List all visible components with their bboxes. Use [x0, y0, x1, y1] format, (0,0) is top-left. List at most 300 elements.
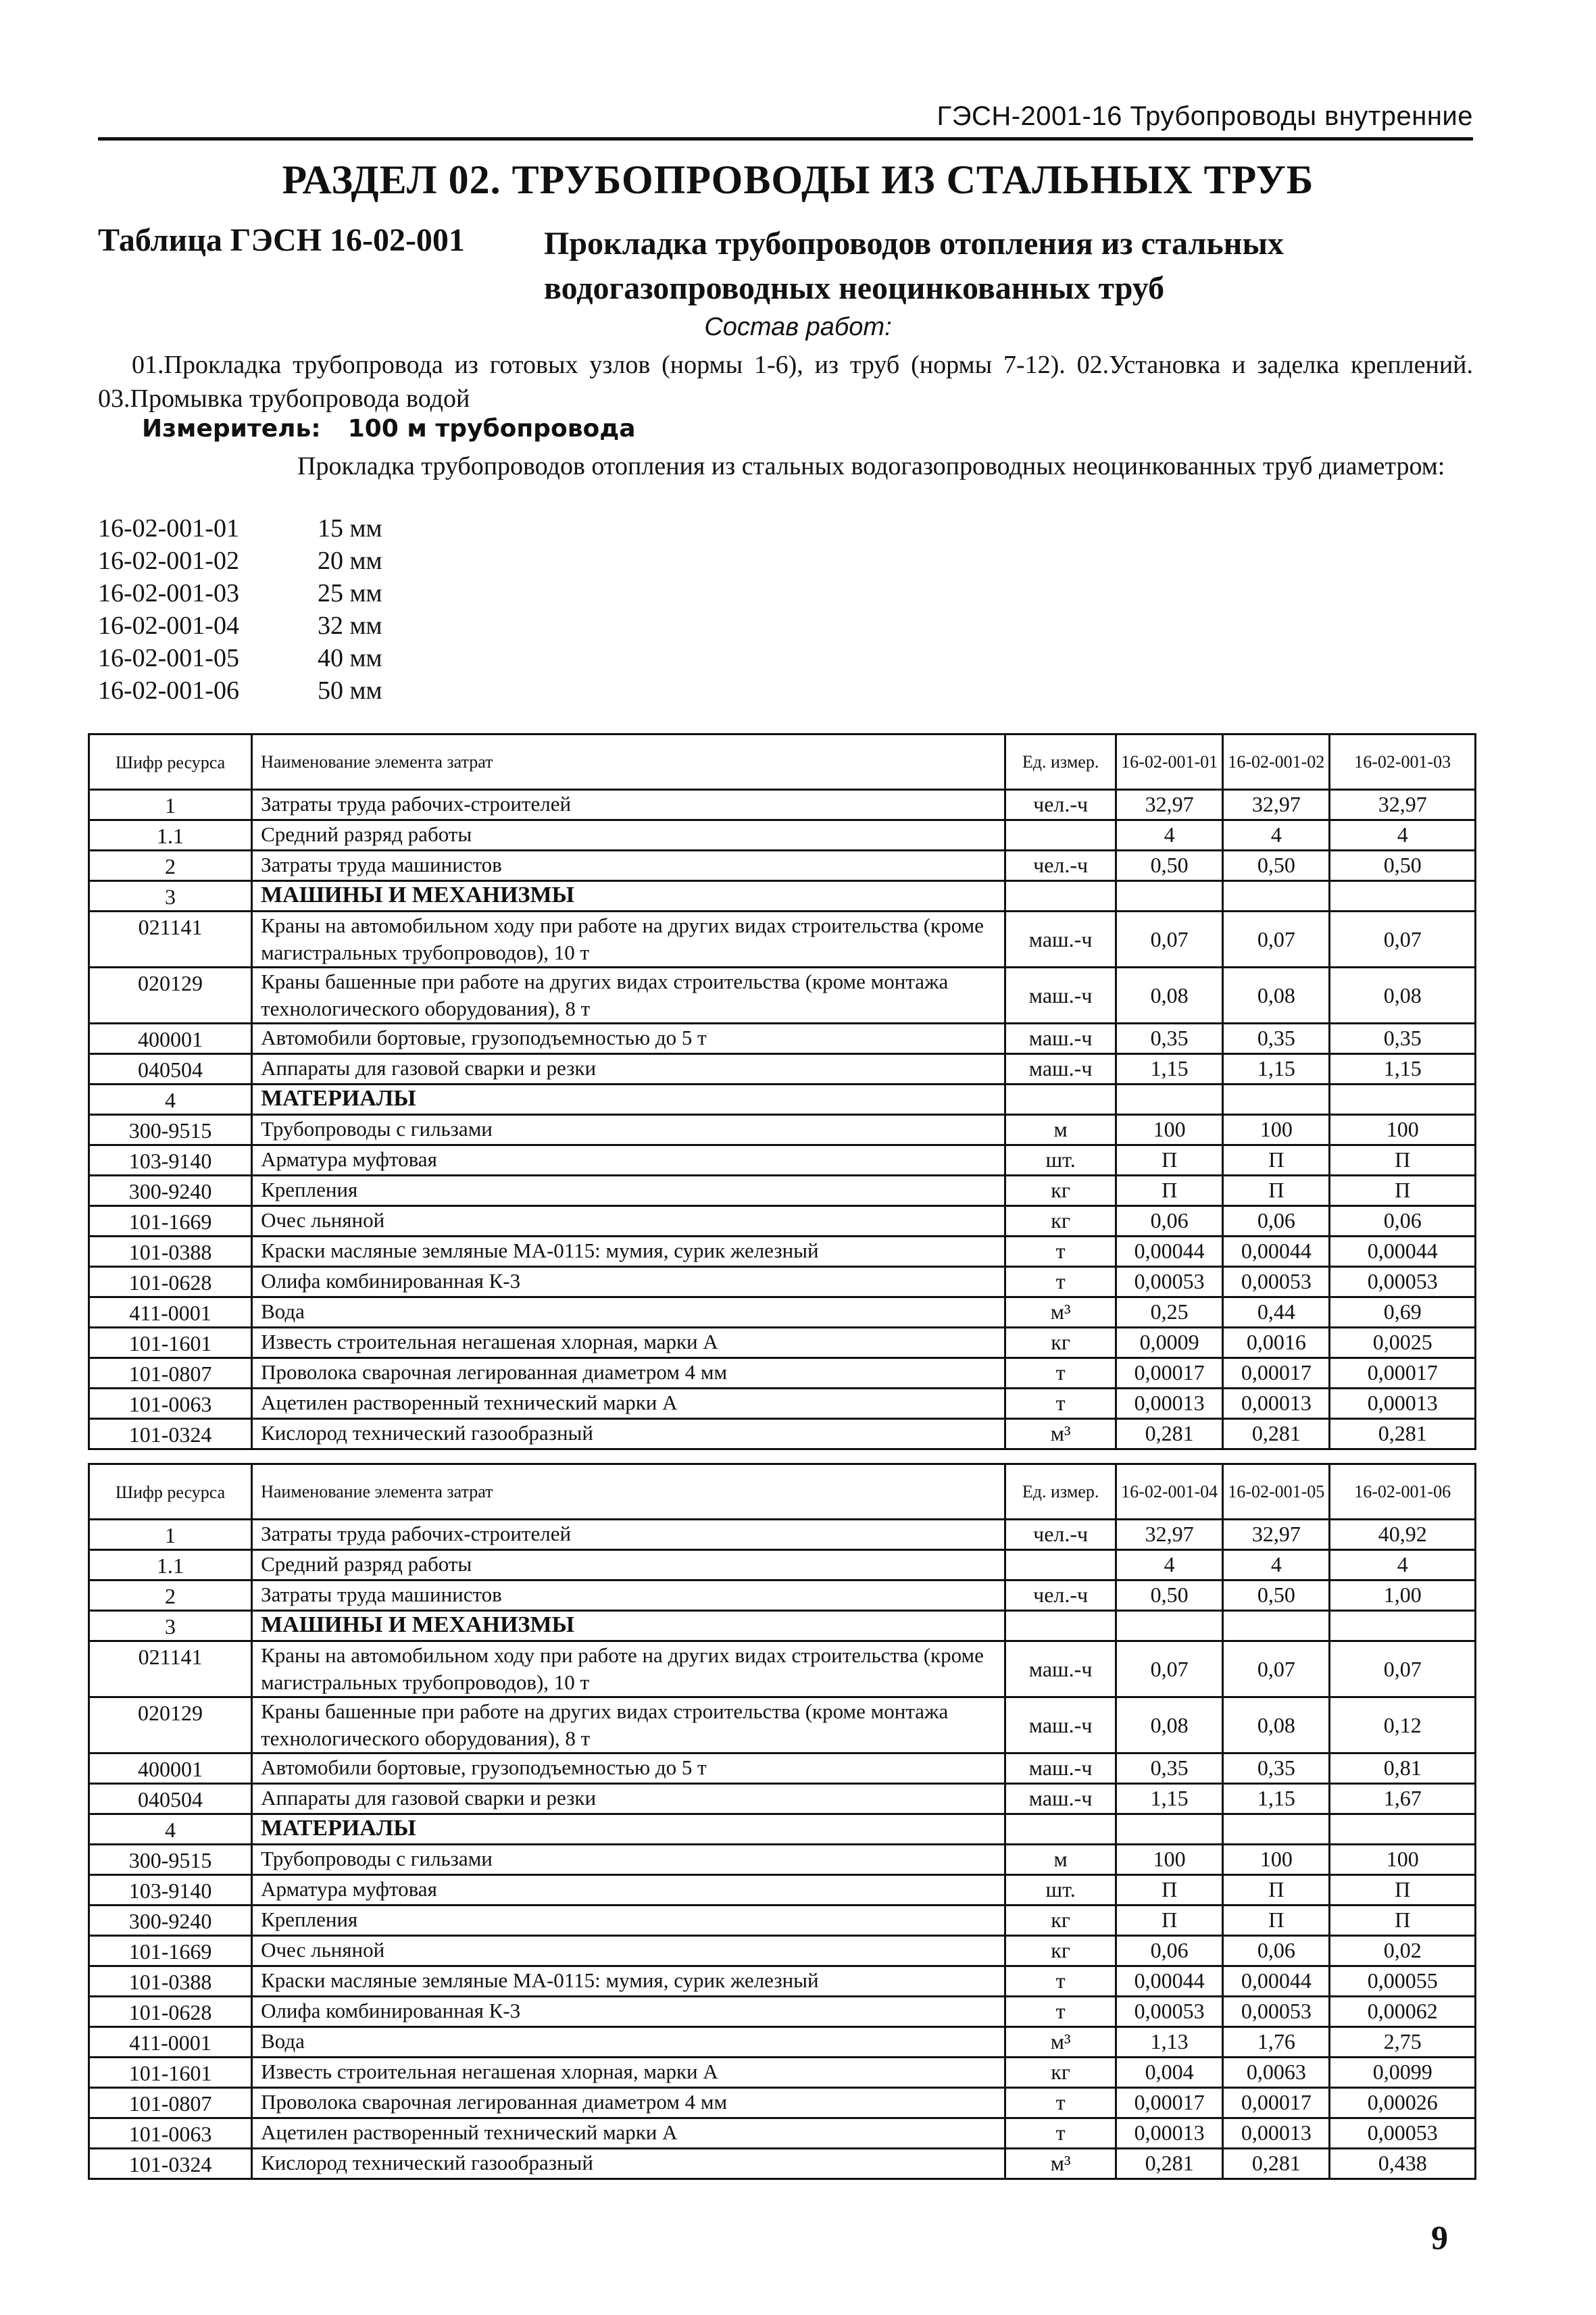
resource-unit: кг	[1005, 1906, 1116, 1936]
resource-value: П	[1330, 1906, 1476, 1936]
resource-value: 0,00013	[1330, 1389, 1476, 1419]
resource-code: 411-0001	[89, 1297, 252, 1328]
resource-value: 0,08	[1116, 968, 1223, 1024]
resource-value: П	[1223, 1875, 1330, 1906]
resource-value: 32,97	[1223, 1520, 1330, 1550]
resource-value: 0,07	[1223, 912, 1330, 968]
resource-name: Автомобили бортовые, грузоподъемностью до 5 т	[252, 1024, 1005, 1054]
resource-value: П	[1330, 1176, 1476, 1206]
resource-code: 4	[89, 1085, 252, 1115]
diameter-code: 16-02-001-06	[98, 676, 239, 705]
resource-value: 0,07	[1223, 1641, 1330, 1697]
resource-name: Затраты труда рабочих-строителей	[252, 1520, 1005, 1550]
resource-name: Известь строительная негашеная хлорная, марки А	[252, 1328, 1005, 1358]
measure-label: Измеритель:	[142, 415, 321, 443]
resource-code: 3	[89, 1611, 252, 1641]
resource-name: Краны на автомобильном ходу при работе на других видах строительства (кроме магистральных трубопроводов), 10 т	[252, 912, 1005, 968]
resource-value: 0,07	[1116, 912, 1223, 968]
table-row	[89, 2149, 1476, 2179]
resource-name: Затраты труда машинистов	[252, 1580, 1005, 1611]
resource-value	[1116, 881, 1223, 912]
resource-value: 32,97	[1223, 790, 1330, 820]
table-row	[89, 1845, 1476, 1875]
table-row	[89, 2088, 1476, 2118]
table-row	[89, 1054, 1476, 1085]
measure-line	[142, 415, 663, 443]
resource-code: 101-0807	[89, 2088, 252, 2118]
resource-value	[1116, 1085, 1223, 1115]
resource-value: 0,50	[1223, 851, 1330, 881]
resource-code: 101-0063	[89, 1389, 252, 1419]
resource-value: 0,0016	[1223, 1328, 1330, 1358]
composition-text: 01.Прокладка трубопровода из готовых узлов (нормы 1-6), из труб (нормы 7-12). 02.Установка и заделка креплений. 03.Промывка трубопровода водой	[98, 351, 1473, 413]
resource-value: 0,0063	[1223, 2058, 1330, 2088]
resource-value: 0,004	[1116, 2058, 1223, 2088]
resource-unit: м³	[1005, 2027, 1116, 2058]
resource-name: Краны на автомобильном ходу при работе на других видах строительства (кроме магистральных трубопроводов), 10 т	[252, 1641, 1005, 1697]
resource-unit: кг	[1005, 1936, 1116, 1966]
resource-code: 101-0063	[89, 2118, 252, 2149]
header-norm-code: 16-02-001-05	[1223, 1464, 1330, 1520]
resource-value: 0,00053	[1116, 1997, 1223, 2027]
resource-value: 1,15	[1116, 1054, 1223, 1085]
resource-unit: кг	[1005, 1206, 1116, 1237]
resource-code: 300-9515	[89, 1845, 252, 1875]
resource-code: 021141	[89, 912, 252, 968]
resource-value: 0,35	[1223, 1753, 1330, 1784]
table-row	[89, 968, 1476, 1024]
diameter-list	[98, 514, 382, 708]
diameter-size: 20 мм	[318, 547, 382, 575]
table-row	[89, 2027, 1476, 2058]
resource-value: 0,281	[1330, 1419, 1476, 1449]
resource-name: Известь строительная негашеная хлорная, марки А	[252, 2058, 1005, 2088]
diameter-row	[98, 676, 382, 708]
diameter-row	[98, 578, 382, 611]
table-row	[89, 1936, 1476, 1966]
resource-value: 0,50	[1223, 1580, 1330, 1611]
diameter-size: 40 мм	[318, 644, 382, 672]
resource-value	[1116, 1611, 1223, 1641]
table-row	[89, 820, 1476, 851]
resource-name: Крепления	[252, 1906, 1005, 1936]
resource-value: 1,15	[1330, 1054, 1476, 1085]
resource-value: 0,0099	[1330, 2058, 1476, 2088]
resource-value: П	[1223, 1906, 1330, 1936]
header-code: Шифр ресурса	[89, 1464, 252, 1520]
resource-name: Аппараты для газовой сварки и резки	[252, 1054, 1005, 1085]
resource-name: Трубопроводы с гильзами	[252, 1845, 1005, 1875]
table-row	[89, 1024, 1476, 1054]
resource-value: 100	[1330, 1115, 1476, 1145]
table-row	[89, 1206, 1476, 1237]
resource-code: 103-9140	[89, 1875, 252, 1906]
header-code: Шифр ресурса	[89, 735, 252, 790]
resource-value: 0,00053	[1223, 1997, 1330, 2027]
header-norm-code: 16-02-001-02	[1223, 735, 1330, 790]
resource-value: 0,44	[1223, 1297, 1330, 1328]
resource-value: П	[1116, 1176, 1223, 1206]
resource-code: 101-0324	[89, 1419, 252, 1449]
table-label: Таблица ГЭСН 16-02-001	[98, 222, 465, 258]
resource-value: 0,00053	[1116, 1267, 1223, 1297]
resource-value: 0,12	[1330, 1697, 1476, 1753]
table-row	[89, 1085, 1476, 1115]
resource-unit: т	[1005, 2118, 1116, 2149]
resource-value: 0,08	[1330, 968, 1476, 1024]
diameter-size: 25 мм	[318, 579, 382, 607]
resource-value: 0,07	[1330, 1641, 1476, 1697]
resource-value: 1,76	[1223, 2027, 1330, 2058]
resource-name: Вода	[252, 2027, 1005, 2058]
resource-value: 0,50	[1330, 851, 1476, 881]
diameter-size: 15 мм	[318, 514, 382, 543]
resource-name: Олифа комбинированная К-3	[252, 1267, 1005, 1297]
resource-value: 1,15	[1223, 1054, 1330, 1085]
resource-value: 0,00017	[1330, 1358, 1476, 1389]
resource-code: 040504	[89, 1784, 252, 1814]
resource-unit: маш.-ч	[1005, 1641, 1116, 1697]
resource-value	[1223, 1814, 1330, 1845]
resource-value: 2,75	[1330, 2027, 1476, 2058]
resource-code: 2	[89, 851, 252, 881]
resource-name: МАШИНЫ И МЕХАНИЗМЫ	[252, 1611, 1005, 1641]
header-unit: Ед. измер.	[1005, 735, 1116, 790]
header-norm-code: 16-02-001-01	[1116, 735, 1223, 790]
resource-value: 4	[1116, 820, 1223, 851]
resource-name: Крепления	[252, 1176, 1005, 1206]
resource-unit	[1005, 820, 1116, 851]
resource-code: 101-0388	[89, 1237, 252, 1267]
resource-value: 40,92	[1330, 1520, 1476, 1550]
resource-unit: кг	[1005, 1328, 1116, 1358]
resource-name: Очес льняной	[252, 1936, 1005, 1966]
table-row	[89, 1389, 1476, 1419]
resource-unit: чел.-ч	[1005, 790, 1116, 820]
table-row	[89, 1419, 1476, 1449]
resource-name: Кислород технический газообразный	[252, 1419, 1005, 1449]
resource-value: 0,08	[1223, 1697, 1330, 1753]
diameter-row	[98, 611, 382, 643]
resource-value: 32,97	[1330, 790, 1476, 820]
resource-unit: т	[1005, 2088, 1116, 2118]
resource-code: 020129	[89, 968, 252, 1024]
resource-value: П	[1223, 1176, 1330, 1206]
resource-code: 300-9240	[89, 1906, 252, 1936]
resource-name: Арматура муфтовая	[252, 1875, 1005, 1906]
resource-value: 0,06	[1116, 1936, 1223, 1966]
resource-name: Кислород технический газообразный	[252, 2149, 1005, 2179]
resource-value: П	[1116, 1906, 1223, 1936]
header-title: ГЭСН-2001-16 Трубопроводы внутренние	[937, 101, 1473, 131]
resource-value: 0,35	[1116, 1753, 1223, 1784]
table-row	[89, 1906, 1476, 1936]
resource-value: 32,97	[1116, 790, 1223, 820]
resource-value	[1330, 1814, 1476, 1845]
resource-value: 0,06	[1223, 1206, 1330, 1237]
resource-value: 0,281	[1223, 1419, 1330, 1449]
resource-name: Затраты труда машинистов	[252, 851, 1005, 881]
resource-value: 0,00055	[1330, 1966, 1476, 1997]
resource-value: 0,07	[1330, 912, 1476, 968]
table-row	[89, 1237, 1476, 1267]
resource-name: Краски масляные земляные МА-0115: мумия, сурик железный	[252, 1966, 1005, 1997]
resource-name: Арматура муфтовая	[252, 1145, 1005, 1176]
resource-unit: чел.-ч	[1005, 851, 1116, 881]
header-norm-code: 16-02-001-06	[1330, 1464, 1476, 1520]
resource-value: 0,07	[1116, 1641, 1223, 1697]
resource-name: Проволока сварочная легированная диаметром 4 мм	[252, 1358, 1005, 1389]
resource-value: 0,06	[1330, 1206, 1476, 1237]
diameter-row	[98, 546, 382, 578]
resource-code: 400001	[89, 1024, 252, 1054]
resource-code: 101-0807	[89, 1358, 252, 1389]
table-row	[89, 1176, 1476, 1206]
running-header	[98, 95, 1473, 141]
resource-value: 0,08	[1223, 968, 1330, 1024]
resource-value: 0,438	[1330, 2149, 1476, 2179]
resource-name: Проволока сварочная легированная диаметром 4 мм	[252, 2088, 1005, 2118]
resource-unit	[1005, 1814, 1116, 1845]
resource-unit: чел.-ч	[1005, 1580, 1116, 1611]
resource-name: Автомобили бортовые, грузоподъемностью до 5 т	[252, 1753, 1005, 1784]
resource-code: 1.1	[89, 1550, 252, 1580]
resource-value: 4	[1223, 1550, 1330, 1580]
resource-code: 020129	[89, 1697, 252, 1753]
resource-value: 100	[1223, 1845, 1330, 1875]
resource-value: 0,00017	[1116, 2088, 1223, 2118]
table-row	[89, 1267, 1476, 1297]
resource-code: 400001	[89, 1753, 252, 1784]
resource-unit: маш.-ч	[1005, 1024, 1116, 1054]
resource-value: 0,00044	[1116, 1966, 1223, 1997]
resource-value: 0,06	[1223, 1936, 1330, 1966]
resource-unit	[1005, 1550, 1116, 1580]
resource-value	[1223, 1611, 1330, 1641]
resource-value: 100	[1116, 1845, 1223, 1875]
resource-value: 0,0009	[1116, 1328, 1223, 1358]
resource-name: Трубопроводы с гильзами	[252, 1115, 1005, 1145]
resource-value: 1,67	[1330, 1784, 1476, 1814]
table-row	[89, 1328, 1476, 1358]
table-row	[89, 1753, 1476, 1784]
resource-value: 0,00017	[1223, 2088, 1330, 2118]
resource-unit: т	[1005, 1358, 1116, 1389]
table-row	[89, 2058, 1476, 2088]
resource-value	[1330, 1085, 1476, 1115]
table-header-row	[89, 735, 1476, 790]
resource-value: 0,25	[1116, 1297, 1223, 1328]
resource-name: МАТЕРИАЛЫ	[252, 1814, 1005, 1845]
diameter-code: 16-02-001-01	[98, 514, 239, 543]
resource-code: 1.1	[89, 820, 252, 851]
resource-code: 300-9240	[89, 1176, 252, 1206]
diameter-code: 16-02-001-03	[98, 579, 239, 607]
resource-code: 101-0388	[89, 1966, 252, 1997]
table-row	[89, 1814, 1476, 1845]
resource-code: 3	[89, 881, 252, 912]
resource-code: 411-0001	[89, 2027, 252, 2058]
table-row	[89, 1697, 1476, 1753]
resource-value: 0,35	[1330, 1024, 1476, 1054]
resource-unit: м³	[1005, 1297, 1116, 1328]
resource-unit: маш.-ч	[1005, 912, 1116, 968]
measure-value: 100 м трубопровода	[347, 415, 636, 443]
resource-unit: чел.-ч	[1005, 1520, 1116, 1550]
resource-value: 0,00053	[1330, 1267, 1476, 1297]
resource-unit: т	[1005, 1997, 1116, 2027]
resource-unit: кг	[1005, 2058, 1116, 2088]
resource-value	[1116, 1814, 1223, 1845]
resource-value: 4	[1116, 1550, 1223, 1580]
table-header-row	[89, 1464, 1476, 1520]
resource-code: 101-1601	[89, 1328, 252, 1358]
header-name: Наименование элемента затрат	[252, 735, 1005, 790]
header-norm-code: 16-02-001-03	[1330, 735, 1476, 790]
resource-value: 4	[1330, 820, 1476, 851]
resource-code: 300-9515	[89, 1115, 252, 1145]
resource-code: 021141	[89, 1641, 252, 1697]
resource-value: 0,00044	[1223, 1237, 1330, 1267]
resource-code: 103-9140	[89, 1145, 252, 1176]
resource-value: 4	[1330, 1550, 1476, 1580]
resource-unit: т	[1005, 1389, 1116, 1419]
resource-name: Средний разряд работы	[252, 1550, 1005, 1580]
resource-value: 0,35	[1116, 1024, 1223, 1054]
resource-unit	[1005, 1611, 1116, 1641]
resource-code: 4	[89, 1814, 252, 1845]
resource-value: 0,00053	[1330, 2118, 1476, 2149]
resource-unit: м	[1005, 1845, 1116, 1875]
resource-value: 0,0025	[1330, 1328, 1476, 1358]
table-row	[89, 1520, 1476, 1550]
resource-name: МАШИНЫ И МЕХАНИЗМЫ	[252, 881, 1005, 912]
norm-description: Прокладка трубопроводов отопления из стальных водогазопроводных неоцинкованных труб диаметром:	[297, 452, 1445, 480]
resource-table-1	[88, 733, 1476, 1450]
resource-code: 2	[89, 1580, 252, 1611]
page-number: 9	[1431, 2218, 1448, 2256]
resource-value	[1330, 1611, 1476, 1641]
resource-value: 0,00013	[1116, 1389, 1223, 1419]
resource-name: МАТЕРИАЛЫ	[252, 1085, 1005, 1115]
table-row	[89, 1145, 1476, 1176]
resource-value: 0,00026	[1330, 2088, 1476, 2118]
resource-unit: маш.-ч	[1005, 1697, 1116, 1753]
resource-unit: маш.-ч	[1005, 1054, 1116, 1085]
resource-value: 0,00013	[1223, 2118, 1330, 2149]
header-norm-code: 16-02-001-04	[1116, 1464, 1223, 1520]
resource-name: Ацетилен растворенный технический марки А	[252, 1389, 1005, 1419]
resource-name: Олифа комбинированная К-3	[252, 1997, 1005, 2027]
table-row	[89, 1611, 1476, 1641]
table-row	[89, 912, 1476, 968]
resource-unit: шт.	[1005, 1875, 1116, 1906]
resource-value: 0,35	[1223, 1024, 1330, 1054]
resource-value: 1,15	[1116, 1784, 1223, 1814]
header-unit: Ед. измер.	[1005, 1464, 1116, 1520]
resource-code: 101-0324	[89, 2149, 252, 2179]
table-title: Прокладка трубопроводов отопления из стальных водогазопроводных неоцинкованных труб	[544, 226, 1284, 306]
resource-value: П	[1116, 1875, 1223, 1906]
table-row	[89, 1580, 1476, 1611]
table-row	[89, 1875, 1476, 1906]
resource-unit: м	[1005, 1115, 1116, 1145]
table-row	[89, 1784, 1476, 1814]
resource-unit: маш.-ч	[1005, 1784, 1116, 1814]
resource-code: 1	[89, 1520, 252, 1550]
resource-table-2	[88, 1463, 1476, 2180]
resource-value: 0,00017	[1116, 1358, 1223, 1389]
resource-value: 0,00044	[1330, 1237, 1476, 1267]
resource-value: П	[1330, 1145, 1476, 1176]
diameter-code: 16-02-001-05	[98, 644, 239, 672]
resource-value: 0,281	[1116, 2149, 1223, 2179]
resource-name: Ацетилен растворенный технический марки А	[252, 2118, 1005, 2149]
resource-name: Средний разряд работы	[252, 820, 1005, 851]
resource-value: 1,00	[1330, 1580, 1476, 1611]
diameter-size: 50 мм	[318, 676, 382, 705]
resource-unit	[1005, 1085, 1116, 1115]
resource-code: 1	[89, 790, 252, 820]
resource-value: 32,97	[1116, 1520, 1223, 1550]
resource-unit: маш.-ч	[1005, 1753, 1116, 1784]
resource-value: 0,00013	[1223, 1389, 1330, 1419]
resource-unit: маш.-ч	[1005, 968, 1116, 1024]
resource-value	[1223, 881, 1330, 912]
resource-name: Краны башенные при работе на других видах строительства (кроме монтажа технологического оборудования), 8 т	[252, 1697, 1005, 1753]
resource-value	[1330, 881, 1476, 912]
resource-value: 100	[1116, 1115, 1223, 1145]
resource-value: П	[1223, 1145, 1330, 1176]
resource-code: 101-1601	[89, 2058, 252, 2088]
table-row	[89, 1550, 1476, 1580]
table-row	[89, 851, 1476, 881]
table-row	[89, 1115, 1476, 1145]
resource-value: 0,50	[1116, 1580, 1223, 1611]
diameter-code: 16-02-001-04	[98, 612, 239, 640]
table-row	[89, 1997, 1476, 2027]
header-name: Наименование элемента затрат	[252, 1464, 1005, 1520]
resource-value: П	[1330, 1875, 1476, 1906]
resource-unit: м³	[1005, 2149, 1116, 2179]
resource-name: Краски масляные земляные МА-0115: мумия, сурик железный	[252, 1237, 1005, 1267]
resource-value: 1,13	[1116, 2027, 1223, 2058]
resource-unit: м³	[1005, 1419, 1116, 1449]
table-row	[89, 1641, 1476, 1697]
resource-value: 1,15	[1223, 1784, 1330, 1814]
resource-code: 101-0628	[89, 1267, 252, 1297]
resource-value: 4	[1223, 820, 1330, 851]
resource-unit: т	[1005, 1966, 1116, 1997]
resource-value: 0,00044	[1223, 1966, 1330, 1997]
resource-value: 0,08	[1116, 1697, 1223, 1753]
resource-value: 0,81	[1330, 1753, 1476, 1784]
resource-code: 040504	[89, 1054, 252, 1085]
resource-name: Аппараты для газовой сварки и резки	[252, 1784, 1005, 1814]
table-row	[89, 2118, 1476, 2149]
resource-value: 0,50	[1116, 851, 1223, 881]
resource-value: 0,06	[1116, 1206, 1223, 1237]
resource-name: Вода	[252, 1297, 1005, 1328]
diameter-size: 32 мм	[318, 612, 382, 640]
resource-code: 101-1669	[89, 1936, 252, 1966]
table-row	[89, 1297, 1476, 1328]
resource-code: 101-0628	[89, 1997, 252, 2027]
resource-name: Затраты труда рабочих-строителей	[252, 790, 1005, 820]
resource-value: 0,00017	[1223, 1358, 1330, 1389]
resource-value: 0,00062	[1330, 1997, 1476, 2027]
resource-value: 0,00044	[1116, 1237, 1223, 1267]
